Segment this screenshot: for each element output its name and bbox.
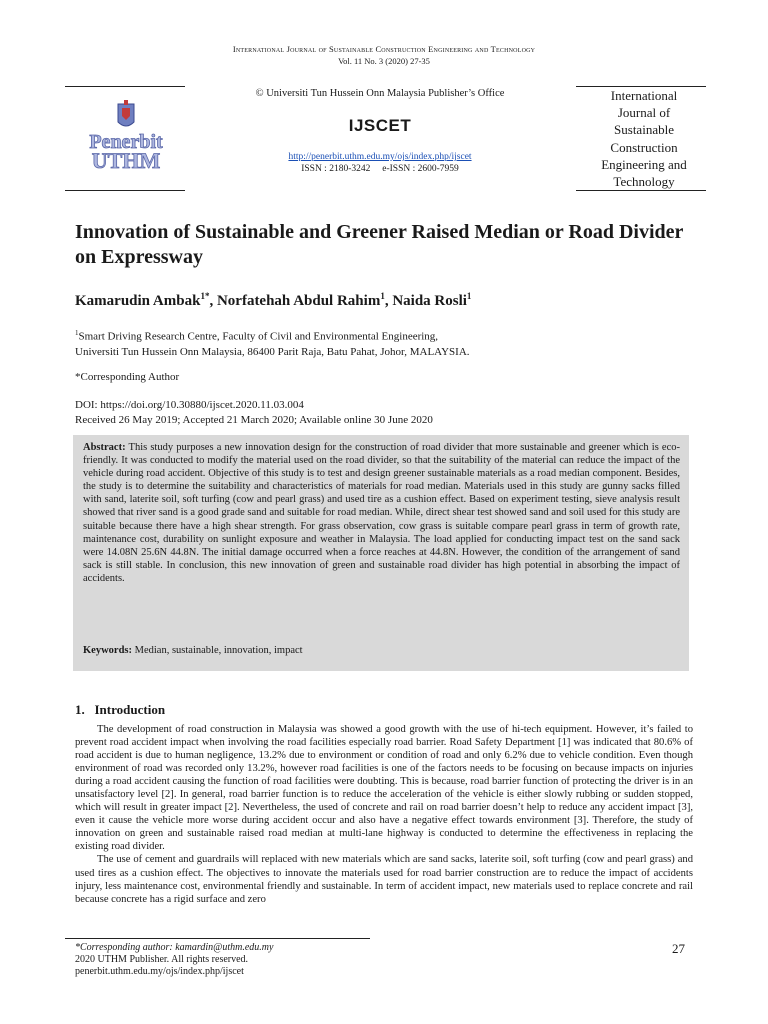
- section-heading-introduction: 1. Introduction: [75, 702, 166, 717]
- footnote: [75, 942, 695, 977]
- footnote-rights: 2020 UTHM Publisher. All rights reserved.: [75, 953, 249, 965]
- journal-box-line: Engineering and: [601, 156, 687, 172]
- article-dates: [75, 398, 695, 428]
- author-affiliation-mark: 1: [380, 291, 385, 301]
- running-header-journal: International Journal of Sustainable Construction Engineering and Technology: [232, 44, 536, 54]
- left-header-rule: [65, 86, 185, 87]
- svg-text:Penerbit: Penerbit: [89, 131, 163, 153]
- footnote-rule: [65, 938, 370, 939]
- journal-acronym: IJSCET: [348, 116, 412, 135]
- author-name: Norfatehah Abdul Rahim: [216, 293, 381, 309]
- author-name: Kamarudin Ambak: [75, 293, 201, 309]
- abstract-label: Abstract:: [83, 442, 126, 453]
- corresponding-author-note: *Corresponding Author: [75, 371, 180, 383]
- issn-line: ISSN : 2180-3242 e-ISSN : 2600-7959: [301, 164, 459, 174]
- publisher-copyright: © Universiti Tun Hussein Onn Malaysia Publisher’s Office: [255, 88, 505, 99]
- journal-name-box: [580, 87, 708, 190]
- author-affiliation-mark: 1*: [200, 291, 210, 301]
- abstract-text: Abstract: This study purposes a new innovation design for the construction of road divider that more sustainable and greener which is eco-friendly. It was conducted to modify the material used on the road divider, so that the suitability of the material can reduce the impact of the vehicle during road accident. Objective of this study is to test and design greener sustainable materials as a road median component. Besides, the study is to determine the suitability and characteristics of materials for road median. Materials used in this study are gunny sacks filled with sand, laterite soil, soft turfing (cow and pearl grass) and used tire as a cushion effect. Based on experiment testing, sieve analysis result showed that river sand is a good grade sand and suitable for road median. While, direct shear test showed sand and soil used for this study are suitable because there have a high shear strength. For grass observation, cow grass is suitable compare pearl grass in term of growth rate, maintenance cost, durability on sunlight exposure and weather in Malaysia. The load applied for conducting impact test on the sand sack were 14.08N 25.6N 44.8N. The initial damage occurred when a force reaches at 44.8N. However, the condition of the arrangement of sand sack is still stable. In conclusion, this new innovation of green and sustainable road divider has high potential in absorbing the impact of accidents.: [83, 442, 680, 584]
- introduction-body: [75, 723, 693, 906]
- page-number: 27: [672, 941, 685, 956]
- article-title: Innovation of Sustainable and Greener Raised Median or Road Divider on Expressway: [75, 221, 684, 268]
- journal-box-line: Technology: [613, 174, 675, 190]
- crest-icon: [118, 100, 134, 126]
- author-affiliation-mark: 1: [466, 291, 472, 301]
- author-list: Kamarudin Ambak$^{1*}$, Norfatehah Abdul Rahim$^1$, Naida Rosli$^1$: [75, 291, 472, 309]
- doi-link[interactable]: DOI: https://doi.org/10.30880/ijscet.2020.11.03.004: [75, 399, 304, 411]
- penerbit-uthm-logo: [78, 100, 174, 176]
- paragraph: The use of cement and guardrails will replaced with new materials which are sand sacks, laterite soil, soft turfing (cow and pearl grass) and used tires as a cushion effect. The objectives to innovate the materials used for road barrier construction are to reduce the impact of accidents injury, less maintenance cost, environmental friendly and sustainable. In term of accident impact, new materials used to replace concrete and rail because concrete has a rigid surface and zero: [75, 854, 693, 905]
- affiliation: $^1$Smart Driving Research Centre, Faculty of Civil and Environmental Engineering, Universiti Tun Hussein Onn Malaysia, 86400 Parit Raja, Batu Pahat, Johor, MALAYSIA.: [75, 329, 470, 358]
- keywords: Keywords: Median, sustainable, innovation, impact: [83, 645, 303, 656]
- journal-box-line: Sustainable: [614, 122, 674, 138]
- keywords-label: Keywords:: [83, 645, 132, 656]
- left-footer-rule: [65, 190, 185, 191]
- author-name: Naida Rosli: [392, 293, 467, 309]
- running-header-volume: Vol. 11 No. 3 (2020) 27-35: [338, 56, 430, 66]
- paragraph: The development of road construction in Malaysia was showed a good growth with the use of hi-tech equipment. However, it’s failed to prevent road accident impact when involving the road facilities especially road barrier. Road Safety Department [1] was indicated that 80.6% of road accident is due to human negligence, 13.2% due to environment or condition of road and only 6.2% due to vehicle condition. Even though environment of road was recorded only 13.2%, however road facilities is one of the factors needs to be focusing on because impacts on injuries during a road accident causing the function of road facilities were doubting. This is because, road barrier function of protecting the driver is in an unsatisfactory level [2]. In general, road barrier function is to reduce the acceleration of the vehicle is either slowly rubbing or sudden stopped, which will result in greater impact [2]. Nevertheless, the used of concrete and rail on road barrier doesn’t help to reduce any accident impact [3], even it cause the vehicle more worse during accident occur and also have a negative effect towards environment [3]. Therefore, the study of innovation on green and sustainable raised road median at multi-lane highway is conducted to determine the effectiveness in replacing the existing road divider.: [75, 724, 693, 853]
- footnote-corresponding: *Corresponding author: kamardin@uthm.edu.my: [75, 942, 274, 953]
- footnote-site[interactable]: penerbit.uthm.edu.my/ojs/index.php/ijscet: [75, 965, 244, 977]
- received-dates: Received 26 May 2019; Accepted 21 March 2020; Available online 30 June 2020: [75, 414, 433, 426]
- journal-url-link[interactable]: http://penerbit.uthm.edu.my/ojs/index.php/ijscet: [288, 152, 472, 162]
- svg-text:UTHM: UTHM: [91, 148, 161, 173]
- journal-box-line: Construction: [610, 139, 678, 155]
- journal-box-line: Journal of: [617, 105, 671, 121]
- journal-box-line: International: [610, 88, 678, 103]
